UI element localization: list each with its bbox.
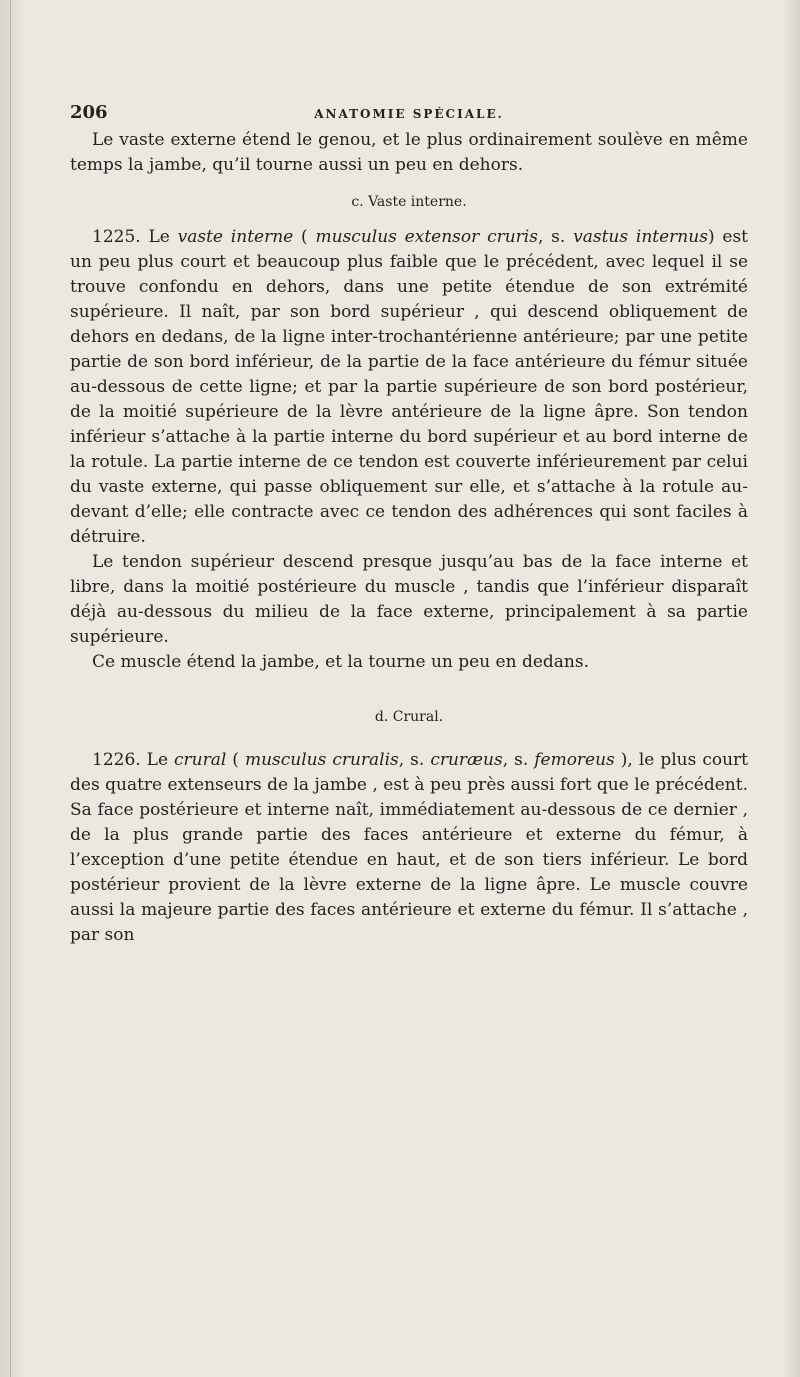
muscle-term: vaste interne bbox=[177, 227, 294, 247]
paragraph-number: 1226. Le bbox=[92, 750, 175, 770]
section-heading-vaste-interne: c. Vaste interne. bbox=[351, 194, 467, 210]
latin-name: femoreus bbox=[534, 750, 615, 770]
paragraph-number: 1225. Le bbox=[92, 227, 178, 247]
muscle-term: crural bbox=[174, 750, 227, 770]
page-right-edge bbox=[782, 0, 800, 1377]
binding-gutter bbox=[0, 0, 28, 1377]
section-heading-crural: d. Crural. bbox=[374, 709, 444, 725]
book-page bbox=[70, 100, 748, 948]
page-header bbox=[70, 100, 748, 126]
latin-name: vastus internus bbox=[573, 227, 708, 247]
paragraph-tendon-superieur: Le tendon supérieur descend presque jusqu’au bas de la face interne et libre, dans la moitié postérieure du muscle , tandis que l’inférieur disparaît déjà au-dessous du milieu de la face externe, principalement à sa partie supérieure. bbox=[70, 552, 748, 647]
latin-name: musculus extensor cruris bbox=[315, 227, 538, 247]
latin-name: musculus cruralis bbox=[244, 750, 399, 770]
paragraph-body: ) est un peu plus court et beaucoup plus faible que le précédent, avec lequel il se trouve confondu en dehors, dans une petite étendue de son extrémité supérieure. Il naît, par son bord supérieur , qui descend obliquement de dehors en dedans, de la ligne inter-trochantérienne antérieure; par une petite partie de son bord inférieur, de la partie de la face antérieure du fémur située au-dessous de cette ligne; et par la partie supérieure de son bord postérieur, de la moitié supérieure de la lèvre antérieure de la ligne âpre. Son tendon inférieur s’attache à la partie interne du bord supérieur et au bord interne de la rotule. La partie interne de ce tendon est couverte inférieurement par celui du vaste externe, qui passe obliquement sur elle, et s’attache à la rotule au-devant d’elle; elle contracte avec ce tendon des adhérences qui sont faciles à détruire. bbox=[70, 227, 748, 547]
text-fragment: , s. bbox=[537, 227, 574, 247]
paragraph-body: ), le plus court des quatre extenseurs de la jambe , est à peu près aussi fort que le précédent. Sa face postérieure et interne naît, immédiatement au-dessous de ce dernier , de la plus grande partie des faces antérieure et externe du fémur, à l’exception d’une petite étendue en haut, et de son tiers inférieur. Le bord postérieur provient de la lèvre externe de la ligne âpre. Le muscle couvre aussi la majeure partie des faces antérieure et externe du fémur. Il s’attache , par son bbox=[70, 750, 748, 945]
paragraph-vaste-externe-action: Le vaste externe étend le genou, et le plus ordinairement soulève en même temps la jambe, qu’il tourne aussi un peu en dehors. bbox=[70, 130, 748, 175]
paragraph-action: Ce muscle étend la jambe, et la tourne un peu en dedans. bbox=[92, 652, 590, 672]
text-fragment: ( bbox=[226, 750, 245, 770]
paragraph-1226 bbox=[70, 748, 748, 948]
latin-name: cruræus bbox=[430, 750, 503, 770]
paragraph-1225 bbox=[70, 225, 748, 550]
binding-edge-line bbox=[10, 0, 11, 1377]
running-title: ANATOMIE SPÉCIALE. bbox=[314, 107, 504, 121]
page-number: 206 bbox=[70, 102, 108, 123]
text-fragment: , s. bbox=[398, 750, 431, 770]
text-fragment: , s. bbox=[502, 750, 535, 770]
text-fragment: ( bbox=[293, 227, 316, 247]
